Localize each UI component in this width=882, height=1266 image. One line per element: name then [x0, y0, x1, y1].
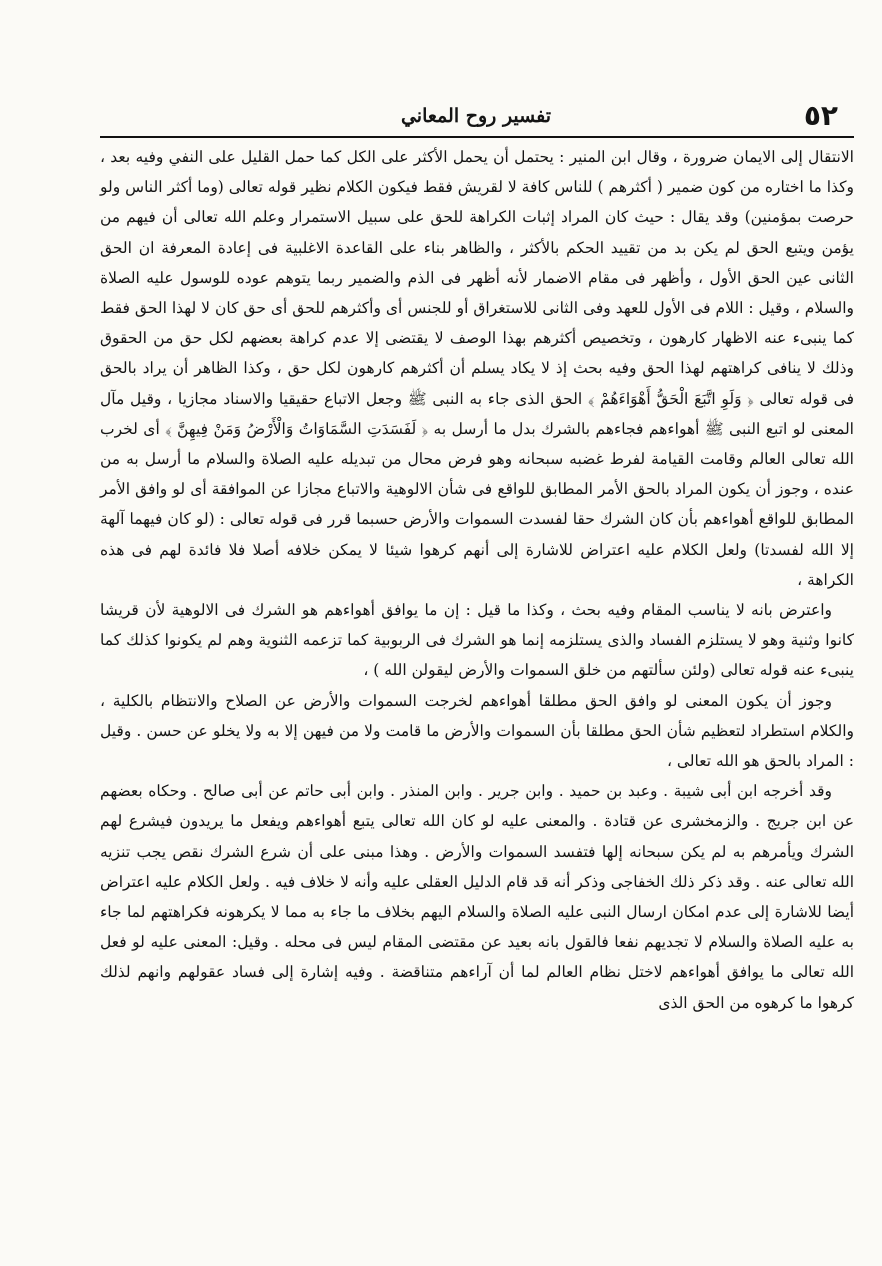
- running-title: تفسير روح المعاني: [400, 105, 552, 127]
- paragraph: وجوز أن يكون المعنى لو وافق الحق مطلقا أهواءهم لخرجت السموات والأرض عن الصلاح والانتظام بالكلية ، والكلام استطراد لتعظيم شأن الحق مطلقا بأن السموات والأرض ما قامت ولا من فيهن إلا به ولا يخلو عن حسن . وقيل : المراد بالحق هو الله تعالى ،: [100, 691, 854, 771]
- paragraph: واعترض بانه لا يناسب المقام وفيه بحث ، وكذا ما قيل : إن ما يوافق أهواءهم هو الشرك فى الالوهية لأن قريشا كانوا وثنية وهو لا يستلزم الفساد والذى يستلزمه إنما هو الشرك فى الربوبية كما تزعمه الثنوية وهم لم يكونوا كذلك كما ينبىء عنه قوله تعالى (ولئن سألتهم من خلق السموات والأرض ليقولن الله ) ،: [100, 601, 854, 680]
- paragraph: الانتقال إلى الايمان ضرورة ، وقال ابن المنير : يحتمل أن يحمل الأكثر على الكل كما حمل القليل على النفي وفيه بعد ، وكذا ما اختاره من كون ضمير ( أكثرهم ) للناس كافة لا لقريش فقط فيكون الكلام نظير قوله تعالى (وما أكثر الناس ولو حرصت بمؤمنين) وقد يقال : حيث كان المراد إثبات الكراهة للحق على سبيل الاستمرار وعلم الله تعالى أن فيهم من يؤمن ويتبع الحق لم يكن بد من تقييد الحكم بالأكثر ، والظاهر بناء على القاعدة الاغلبية فى إعادة المعرفة ان الحق الثانى عين الحق الأول ، وأظهر فى مقام الاضمار لأنه أظهر فى الذم والضمير ربما يتوهم عوده للوسول عليه الصلاة والسلام ، وقيل : اللام فى الأول للعهد وفى الثانى للاستغراق أو للجنس أى وأكثرهم للحق أى حق كان لا لهذا الحق فقط كما ينبىء عنه الاظهار كارهون ، وتخصيص أكثرهم بهذا الوصف لا يقتضى إلا عدم كراهة بعضهم لكل حق من الحقوق وذلك لا ينافى كراهتهم لهذا الحق وفيه بحث إذ لا يكاد يسلم أن أكثرهم كارهون لكل حق ، وكذا الظاهر أن يراد بالحق فى قوله تعالى ﴿ وَلَوِ اتَّبَعَ الْحَقُّ أَهْوَاءَهُمْ ﴾ الحق الذى جاء به النبى ﷺ وجعل الاتباع حقيقيا والاسناد مجازيا ، وقيل مآل المعنى لو اتبع النبى ﷺ أهواءهم فجاءهم بالشرك بدل ما أرسل به ﴿ لَفَسَدَتِ السَّمَاوَاتُ وَالْأَرْضُ وَمَنْ فِيهِنَّ ﴾ أى لخرب الله تعالى العالم وقامت القيامة لفرط غضبه سبحانه وهو فرض محال من تبديله عليه الصلاة والسلام ما أرسل به من عنده ، وجوز أن يكون المراد بالحق الأمر المطابق للواقع فى شأن الالوهية والاتباع مجازا عن الموافقة أى لو وافق الأمر المطابق للواقع أهواءهم بأن كان الشرك حقا لفسدت السموات والأرض حسبما قرر فى قوله تعالى : (لو كان فيهما آلهة إلا الله لفسدتا) ولعل الكلام عليه اعتراض للاشارة إلى أنهم كرهوا شيئا لا يمكن خلافه أصلا فلا فائدة لهم فى هذه الكراهة ،: [100, 148, 854, 589]
- header-rule: [100, 136, 854, 138]
- body-text: [100, 142, 854, 1216]
- page-number: ٥٢: [803, 99, 838, 132]
- paragraph: وقد أخرجه ابن أبى شيبة . وعبد بن حميد . وابن جرير . وابن المنذر . وابن أبى حاتم عن أبى صالح . وحكاه بعضهم عن ابن جريج . والزمخشرى عن قتادة . والمعنى عليه لو كان الله تعالى يتبع أهواءهم ويفعل ما يريدون فيشرع لهم الشرك ويأمرهم به لم يكن سبحانه إلها فتفسد السموات والأرض . وهذا مبنى على أن شرع الشرك نقص يجب تنزيه الله تعالى عنه . وقد ذكر ذلك الخفاجى وذكر أنه قد قام الدليل العقلى عليه وأنه لا خلاف فيه . ولعل الكلام عليه اعتراض أيضا للاشارة إلى عدم امكان ارسال النبى عليه الصلاة والسلام اليهم بخلاف ما جاء به مما لا يكرهونه فكراهتهم لما جاء به عليه الصلاة والسلام لا تجديهم نفعا فالقول بانه بعيد عن مقتضى المقام ليس فى محله . وقيل: المعنى عليه لو فعل الله تعالى ما يوافق أهواءهم لاختل نظام العالم لما أن آراءهم متناقضة . وفيه إشارة إلى فساد عقولهم وانهم لذلك كرهوا ما كرهوه من الحق الذى: [100, 782, 854, 1012]
- page-header: [100, 96, 852, 136]
